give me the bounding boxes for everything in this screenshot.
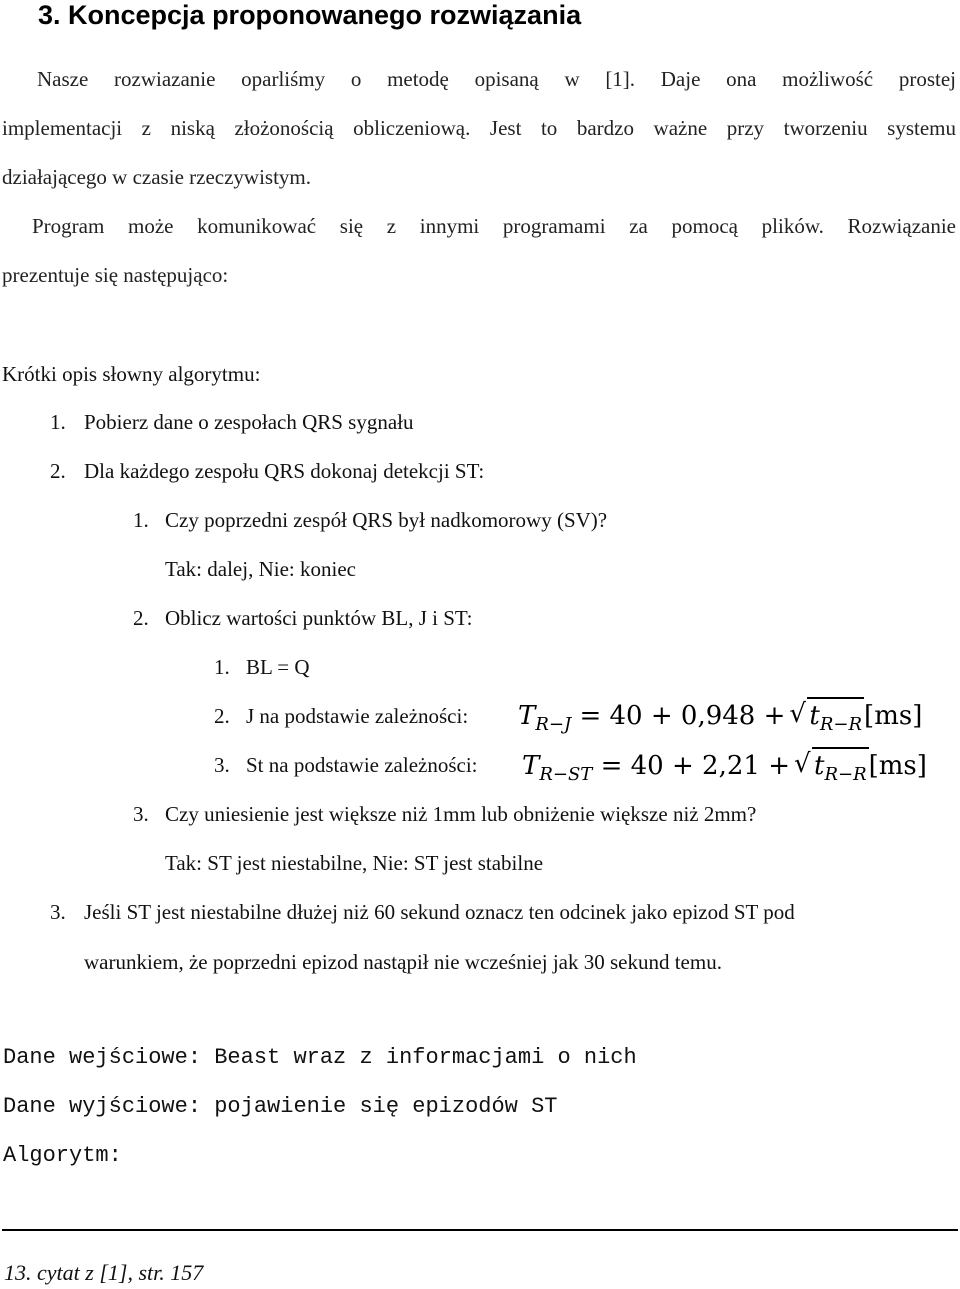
paragraph-2 [2, 211, 956, 290]
formula-lhs-sub: R−J [535, 714, 572, 735]
paragraph-1-line-3: działającego w czasie rzeczywistym. [2, 165, 312, 189]
formula-const: = 40 + 2,21 + [600, 751, 790, 781]
formula-unit: [ms] [868, 751, 927, 781]
formula-radicand-sub: R−R [824, 764, 867, 785]
section-heading: 3. Koncepcja proponowanego rozwiązania [38, 0, 582, 30]
sqrt-symbol: √ $t_{R-R}$ [789, 697, 864, 742]
formula-lhs-sub: R−ST [539, 764, 593, 785]
formula-lhs: T [518, 701, 536, 731]
formula-j [518, 697, 922, 742]
substep-text: Czy uniesienie jest większe niż 1mm lub obniżenie większe niż 2mm? [165, 802, 757, 826]
step-number: 3. [50, 900, 66, 924]
subsubstep-text: St na podstawie zależności: [246, 753, 478, 777]
footnote: 13. cytat z [1], str. 157 [4, 1260, 204, 1285]
step-text-line-1: Jeśli ST jest niestabilne dłużej niż 60 sekund oznacz ten odcinek jako epizod ST pod [84, 900, 795, 924]
sqrt-symbol: √ $t_{R-R}$ [794, 747, 869, 792]
paragraph-2-line-1: Program może komunikować się z innymi programami za pomocą plików. Rozwiązanie [32, 214, 956, 238]
paragraph-1-line-1: Nasze rozwiazanie oparliśmy o metodę opisaną w [1]. Daje ona możliwość prostej [37, 67, 956, 91]
footnote-divider [2, 1229, 958, 1231]
formula-const: = 40 + 0,948 + [579, 701, 786, 731]
substep-number: 2. [133, 606, 149, 630]
subsubstep-number: 3. [214, 753, 230, 777]
formula-radicand: t [809, 701, 820, 731]
substep-number: 3. [133, 802, 149, 826]
paragraph-1 [2, 64, 956, 192]
step-number: 1. [50, 410, 66, 434]
subsubstep-number: 1. [214, 655, 230, 679]
output-data-line: Dane wyjściowe: pojawienie się epizodów ST [3, 1094, 558, 1119]
substep-answer: Tak: dalej, Nie: koniec [165, 557, 356, 581]
step-text: Pobierz dane o zespołach QRS sygnału [84, 410, 414, 434]
step-text-line-2: warunkiem, że poprzedni epizod nastąpił nie wcześniej jak 30 sekund temu. [84, 950, 722, 974]
algorithm-label: Algorytm: [3, 1143, 122, 1168]
paragraph-2-line-2: prezentuje się następująco: [2, 263, 229, 287]
substep-text: Czy poprzedni zespół QRS był nadkomorowy (SV)? [165, 508, 608, 532]
substep-text: Oblicz wartości punktów BL, J i ST: [165, 606, 473, 630]
paragraph-1-line-2: implementacji z niską złożonością obliczeniową. Jest to bardzo ważne przy tworzeniu systemu [2, 116, 956, 140]
formula-radicand: t [813, 751, 825, 781]
algorithm-title: Krótki opis słowny algorytmu: [2, 362, 261, 386]
formula-unit: [ms] [864, 701, 923, 731]
input-data-line: Dane wejściowe: Beast wraz z informacjami o nich [3, 1045, 637, 1070]
step-text: Dla każdego zespołu QRS dokonaj detekcji ST: [84, 459, 485, 483]
formula-lhs: T [522, 751, 540, 781]
formula-st [522, 747, 927, 792]
step-number: 2. [50, 459, 66, 483]
substep-answer: Tak: ST jest niestabilne, Nie: ST jest stabilne [165, 851, 544, 875]
subsubstep-number: 2. [214, 704, 230, 728]
substep-number: 1. [133, 508, 149, 532]
subsubstep-text: J na podstawie zależności: [246, 704, 469, 728]
subsubstep-text: BL = Q [246, 655, 310, 679]
formula-radicand-sub: R−R [819, 714, 863, 735]
